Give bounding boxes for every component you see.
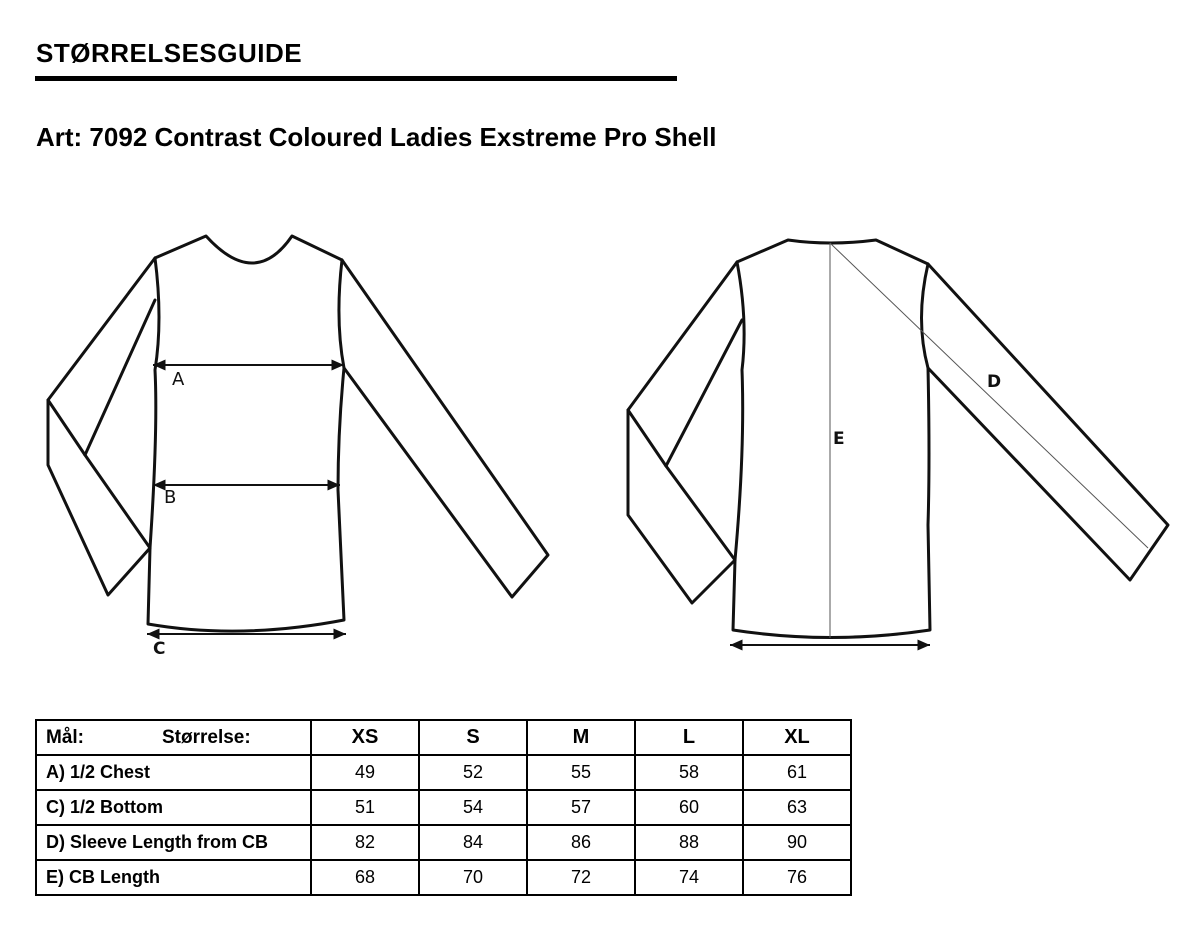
size-header: XS — [311, 720, 419, 755]
page-title: STØRRELSESGUIDE — [36, 38, 303, 68]
size-label: Størrelse: — [162, 726, 251, 748]
size-header: M — [527, 720, 635, 755]
table-cell: 90 — [743, 825, 851, 860]
row-label: E) CB Length — [36, 860, 311, 895]
table-row — [36, 825, 851, 860]
table-cell: 54 — [419, 790, 527, 825]
row-label: D) Sleeve Length from CB — [36, 825, 311, 860]
table-row — [36, 860, 851, 895]
label-a: A — [172, 369, 185, 390]
back-view-drawing — [628, 240, 1168, 645]
table-cell: 88 — [635, 825, 743, 860]
table-cell: 60 — [635, 790, 743, 825]
measure-d-line — [830, 243, 1148, 548]
table-cell: 70 — [419, 860, 527, 895]
size-header: L — [635, 720, 743, 755]
label-c: C — [153, 639, 166, 659]
table-cell: 49 — [311, 755, 419, 790]
table-cell: 57 — [527, 790, 635, 825]
table-row — [36, 755, 851, 790]
table-cell: 63 — [743, 790, 851, 825]
table-cell: 86 — [527, 825, 635, 860]
table-cell: 72 — [527, 860, 635, 895]
table-corner-cell — [36, 720, 311, 755]
table-cell: 82 — [311, 825, 419, 860]
table-cell: 68 — [311, 860, 419, 895]
back-left-cuff — [628, 410, 666, 466]
back-left-inseam — [666, 466, 735, 560]
size-table — [35, 719, 852, 896]
table-cell: 51 — [311, 790, 419, 825]
table-cell: 84 — [419, 825, 527, 860]
size-header: S — [419, 720, 527, 755]
label-e: E — [833, 429, 845, 449]
table-cell: 52 — [419, 755, 527, 790]
front-left-sleeve-seam — [85, 300, 155, 455]
front-body-outline — [148, 236, 344, 631]
front-view-drawing — [48, 236, 548, 659]
label-b: B — [164, 487, 177, 508]
measure-label: Mål: — [46, 726, 84, 748]
row-label: C) 1/2 Bottom — [36, 790, 311, 825]
table-header-row — [36, 720, 851, 755]
front-right-sleeve — [342, 260, 548, 597]
table-cell: 55 — [527, 755, 635, 790]
row-label: A) 1/2 Chest — [36, 755, 311, 790]
front-left-inseam — [85, 455, 150, 548]
back-body-outline — [733, 240, 930, 638]
table-cell: 61 — [743, 755, 851, 790]
front-left-cuff — [48, 400, 85, 455]
label-d: D — [987, 372, 1002, 392]
table-cell: 76 — [743, 860, 851, 895]
table-row — [36, 790, 851, 825]
table-cell: 58 — [635, 755, 743, 790]
article-title: Art: 7092 Contrast Coloured Ladies Exstreme Pro Shell — [36, 122, 717, 152]
table-cell: 74 — [635, 860, 743, 895]
size-header: XL — [743, 720, 851, 755]
